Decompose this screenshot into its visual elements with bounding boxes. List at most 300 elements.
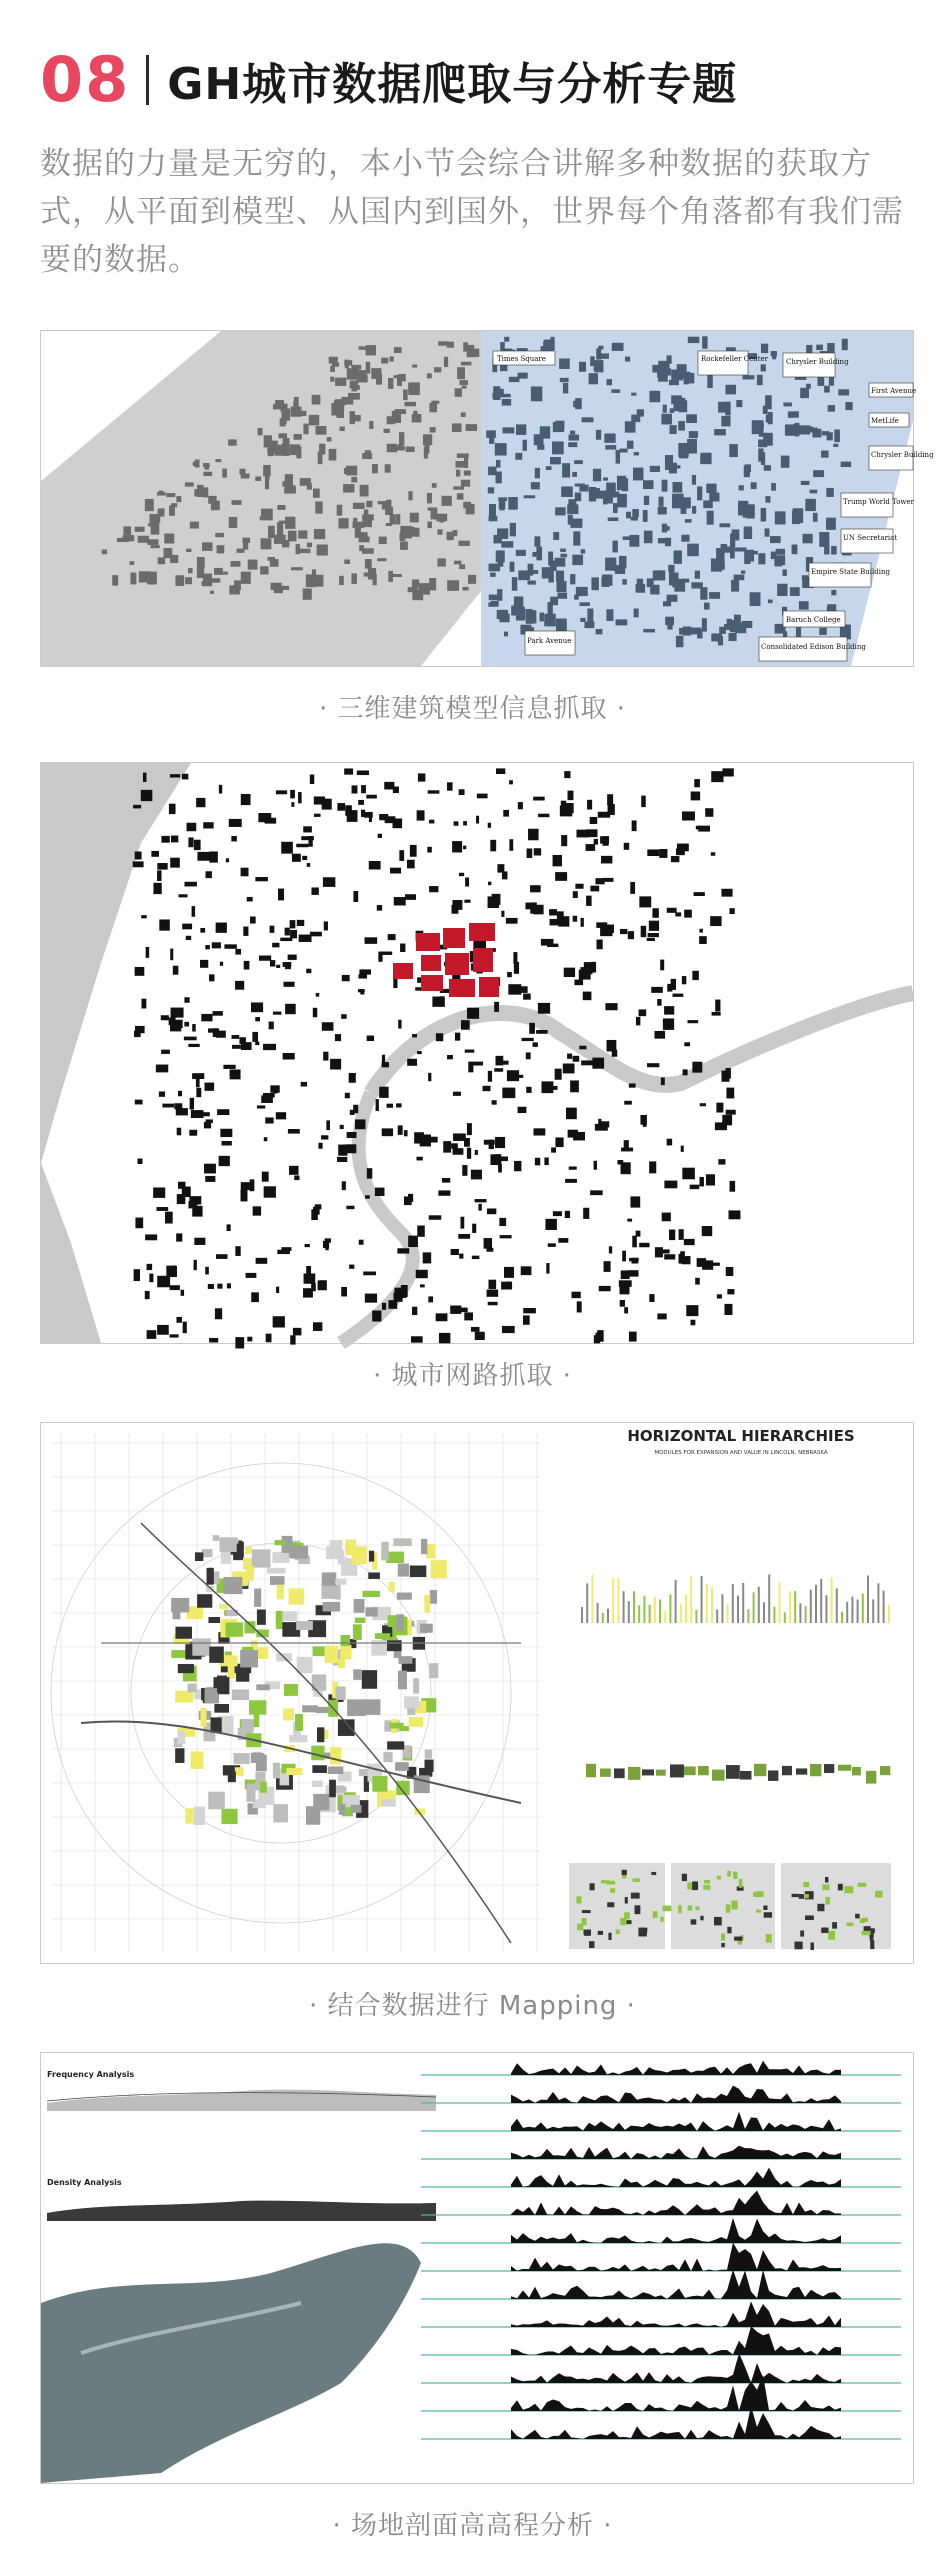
decorative-block bbox=[785, 424, 795, 435]
decorative-block bbox=[596, 922, 607, 928]
decorative-block bbox=[611, 389, 620, 393]
decorative-block bbox=[406, 447, 415, 453]
decorative-block bbox=[463, 821, 467, 825]
decorative-block bbox=[309, 415, 319, 426]
decorative-block bbox=[157, 1276, 170, 1287]
decorative-block bbox=[582, 1918, 587, 1925]
decorative-block bbox=[336, 1786, 347, 1792]
decorative-block bbox=[276, 1112, 286, 1119]
decorative-block bbox=[404, 402, 416, 407]
decorative-block bbox=[564, 771, 570, 778]
decorative-block bbox=[215, 459, 221, 462]
decorative-block bbox=[353, 1624, 362, 1640]
decorative-block bbox=[825, 1877, 828, 1882]
decorative-block bbox=[298, 792, 302, 803]
decorative-block bbox=[509, 839, 513, 851]
decorative-block bbox=[187, 1684, 196, 1693]
decorative-block bbox=[502, 399, 511, 406]
decorative-block bbox=[501, 541, 513, 547]
decorative-block bbox=[794, 1591, 796, 1623]
label-metlife: MetLife bbox=[871, 417, 899, 425]
decorative-block bbox=[279, 521, 289, 524]
decorative-block bbox=[633, 1878, 640, 1882]
decorative-block bbox=[541, 1081, 553, 1093]
decorative-block bbox=[442, 1178, 450, 1183]
decorative-block bbox=[594, 839, 598, 845]
decorative-block bbox=[441, 496, 451, 506]
decorative-block bbox=[177, 1128, 182, 1136]
decorative-block bbox=[363, 1271, 376, 1275]
decorative-block bbox=[751, 482, 757, 489]
decorative-block bbox=[499, 1061, 508, 1065]
decorative-block bbox=[596, 1333, 602, 1338]
decorative-block bbox=[553, 532, 559, 540]
decorative-block bbox=[429, 403, 437, 412]
decorative-block bbox=[647, 849, 659, 856]
intro-paragraph: 数据的力量是无穷的，本小节会综合讲解多种数据的获取方式，从平面到模型、从国内到国外，世界每个角落都有我们需要的数据。 bbox=[40, 146, 904, 278]
decorative-block bbox=[525, 609, 532, 618]
decorative-block bbox=[472, 1256, 480, 1259]
decorative-block bbox=[649, 1605, 651, 1623]
decorative-block bbox=[197, 852, 209, 861]
decorative-block bbox=[261, 538, 272, 549]
decorative-block bbox=[702, 1260, 713, 1269]
decorative-block bbox=[638, 1605, 640, 1623]
decorative-block bbox=[219, 1156, 230, 1166]
decorative-block bbox=[560, 549, 566, 552]
decorative-block bbox=[735, 622, 746, 633]
decorative-block bbox=[789, 1591, 791, 1623]
decorative-block bbox=[613, 503, 618, 513]
decorative-block bbox=[369, 861, 381, 869]
decorative-block bbox=[190, 522, 199, 529]
decorative-block bbox=[503, 427, 515, 433]
decorative-block bbox=[718, 1159, 725, 1164]
decorative-block bbox=[257, 1609, 266, 1624]
decorative-block bbox=[509, 780, 513, 784]
section-number: 08 bbox=[40, 43, 131, 116]
decorative-block bbox=[799, 1894, 804, 1899]
decorative-block bbox=[492, 1100, 497, 1104]
decorative-block bbox=[394, 347, 402, 353]
decorative-block bbox=[353, 522, 364, 528]
decorative-block bbox=[573, 916, 577, 922]
decorative-block bbox=[669, 1230, 675, 1241]
decorative-block bbox=[570, 431, 575, 435]
decorative-block bbox=[549, 909, 557, 915]
decorative-block bbox=[232, 1689, 249, 1700]
decorative-block bbox=[721, 889, 732, 897]
decorative-block bbox=[700, 1916, 703, 1920]
decorative-block bbox=[423, 1252, 431, 1263]
decorative-block bbox=[590, 356, 594, 366]
decorative-block bbox=[388, 378, 393, 389]
decorative-block bbox=[184, 997, 189, 1002]
decorative-block bbox=[455, 388, 462, 397]
decorative-block bbox=[231, 836, 236, 841]
decorative-block bbox=[593, 469, 601, 482]
decorative-block bbox=[188, 1044, 199, 1047]
decorative-block bbox=[680, 1604, 682, 1623]
decorative-block bbox=[688, 1905, 693, 1910]
decorative-block bbox=[689, 431, 698, 438]
decorative-block bbox=[296, 544, 300, 554]
decorative-block bbox=[579, 1046, 586, 1050]
decorative-block bbox=[209, 851, 217, 862]
decorative-block bbox=[711, 771, 723, 782]
decorative-block bbox=[832, 1922, 837, 1929]
decorative-block bbox=[232, 1035, 240, 1039]
decorative-block bbox=[628, 1767, 640, 1780]
decorative-block bbox=[488, 896, 499, 908]
decorative-block bbox=[514, 605, 520, 609]
decorative-block bbox=[717, 1876, 721, 1880]
decorative-block bbox=[506, 1282, 511, 1285]
decorative-block bbox=[102, 550, 107, 555]
decorative-block bbox=[603, 477, 608, 480]
decorative-block bbox=[607, 1902, 614, 1907]
decorative-block bbox=[387, 1741, 404, 1749]
decorative-block bbox=[685, 519, 692, 523]
decorative-block bbox=[156, 1065, 168, 1073]
decorative-block bbox=[488, 487, 494, 493]
decorative-block bbox=[758, 448, 763, 461]
decorative-block bbox=[826, 518, 836, 530]
decorative-block bbox=[574, 980, 583, 986]
decorative-block bbox=[550, 919, 559, 925]
decorative-block bbox=[845, 402, 852, 410]
decorative-block bbox=[535, 1158, 540, 1166]
decorative-block bbox=[632, 1236, 637, 1248]
decorative-block bbox=[597, 1603, 599, 1623]
decorative-block bbox=[405, 894, 416, 900]
decorative-block bbox=[721, 1943, 725, 1947]
decorative-block bbox=[235, 1246, 240, 1256]
decorative-block bbox=[488, 882, 491, 886]
decorative-block bbox=[575, 493, 581, 502]
decorative-block bbox=[311, 1283, 316, 1291]
decorative-block bbox=[262, 1172, 269, 1182]
decorative-block bbox=[338, 1659, 345, 1668]
decorative-block bbox=[657, 1313, 666, 1319]
decorative-block bbox=[510, 562, 515, 572]
decorative-block bbox=[209, 974, 214, 981]
decorative-block bbox=[626, 512, 631, 519]
decorative-block bbox=[197, 557, 205, 568]
decorative-block bbox=[622, 1251, 626, 1262]
decorative-block bbox=[726, 1088, 734, 1099]
decorative-block bbox=[729, 1210, 741, 1219]
decorative-block bbox=[413, 411, 417, 417]
decorative-block bbox=[703, 500, 713, 508]
decorative-block bbox=[280, 938, 292, 941]
decorative-block bbox=[232, 1045, 241, 1049]
decorative-block bbox=[523, 994, 531, 1000]
decorative-block bbox=[765, 528, 770, 536]
decorative-block bbox=[454, 561, 461, 565]
decorative-block bbox=[156, 1207, 168, 1211]
decorative-block bbox=[568, 442, 577, 447]
decorative-block bbox=[147, 572, 157, 585]
decorative-block bbox=[246, 1273, 257, 1278]
decorative-block bbox=[801, 481, 810, 485]
decorative-block bbox=[209, 1647, 224, 1663]
decorative-block bbox=[215, 533, 224, 537]
decorative-block bbox=[624, 1101, 632, 1105]
decorative-block bbox=[393, 1538, 411, 1546]
decorative-block bbox=[335, 1687, 345, 1700]
decorative-block bbox=[411, 1336, 423, 1342]
decorative-block bbox=[744, 466, 750, 477]
decorative-block bbox=[841, 1612, 843, 1623]
decorative-block bbox=[235, 1337, 244, 1348]
decorative-block bbox=[330, 1059, 341, 1070]
decorative-block bbox=[288, 955, 297, 960]
decorative-block bbox=[398, 1671, 407, 1690]
decorative-block bbox=[617, 1578, 619, 1623]
decorative-block bbox=[255, 877, 268, 881]
decorative-block bbox=[641, 796, 646, 808]
decorative-block bbox=[438, 341, 447, 345]
decorative-block bbox=[523, 1315, 530, 1324]
decorative-block bbox=[347, 1132, 357, 1138]
decorative-block bbox=[576, 830, 588, 838]
decorative-block bbox=[616, 1929, 620, 1934]
decorative-block bbox=[766, 415, 771, 423]
decorative-block bbox=[461, 362, 472, 366]
decorative-block bbox=[157, 863, 167, 870]
decorative-block bbox=[625, 421, 636, 432]
decorative-block bbox=[670, 425, 677, 434]
decorative-block bbox=[311, 887, 318, 894]
decorative-block bbox=[303, 424, 308, 435]
decorative-block bbox=[526, 1087, 531, 1093]
decorative-block bbox=[555, 507, 565, 515]
decorative-block bbox=[412, 579, 419, 587]
decorative-block bbox=[488, 602, 498, 606]
decorative-block bbox=[727, 619, 732, 630]
decorative-block bbox=[764, 465, 771, 471]
decorative-block bbox=[833, 444, 838, 447]
decorative-block bbox=[867, 1576, 869, 1623]
decorative-block bbox=[524, 495, 535, 498]
decorative-block bbox=[437, 558, 445, 566]
decorative-block bbox=[695, 571, 700, 579]
decorative-block bbox=[412, 1034, 417, 1037]
decorative-block bbox=[466, 424, 477, 431]
decorative-block bbox=[644, 531, 653, 544]
decorative-block bbox=[663, 1906, 672, 1912]
decorative-block bbox=[558, 1238, 568, 1243]
decorative-block bbox=[582, 1910, 591, 1913]
decorative-block bbox=[263, 1093, 275, 1098]
decorative-block bbox=[229, 819, 242, 827]
decorative-block bbox=[686, 1305, 698, 1316]
decorative-block bbox=[489, 504, 496, 517]
decorative-block bbox=[427, 373, 432, 378]
decorative-block bbox=[530, 902, 536, 913]
decorative-block bbox=[410, 513, 419, 523]
decorative-block bbox=[649, 1294, 654, 1302]
decorative-block bbox=[661, 414, 672, 425]
decorative-block bbox=[507, 1070, 519, 1081]
decorative-block bbox=[870, 1940, 874, 1949]
decorative-block bbox=[413, 1678, 419, 1693]
decorative-block bbox=[631, 415, 640, 422]
decorative-block bbox=[716, 1610, 718, 1623]
decorative-block bbox=[691, 582, 703, 588]
decorative-block bbox=[214, 1704, 229, 1713]
decorative-block bbox=[633, 468, 643, 481]
decorative-block bbox=[556, 571, 564, 582]
decorative-block bbox=[572, 555, 583, 565]
decorative-block bbox=[690, 1576, 692, 1623]
decorative-block bbox=[171, 1598, 189, 1612]
decorative-block bbox=[219, 785, 222, 794]
decorative-block bbox=[325, 1646, 338, 1664]
decorative-block bbox=[573, 531, 580, 545]
decorative-block bbox=[452, 423, 462, 432]
decorative-block bbox=[877, 1583, 879, 1623]
decorative-block bbox=[184, 1037, 197, 1041]
decorative-block bbox=[340, 1125, 344, 1129]
decorative-block bbox=[580, 618, 585, 622]
decorative-block bbox=[655, 1031, 666, 1039]
decorative-block bbox=[799, 601, 809, 609]
decorative-block bbox=[176, 1108, 188, 1115]
decorative-block bbox=[589, 373, 598, 384]
decorative-block bbox=[318, 1143, 322, 1149]
decorative-block bbox=[794, 1942, 802, 1950]
decorative-block bbox=[269, 1022, 274, 1030]
decorative-block bbox=[625, 357, 630, 362]
decorative-block bbox=[396, 1614, 403, 1631]
decorative-block bbox=[255, 1017, 260, 1021]
decorative-block bbox=[503, 810, 509, 817]
decorative-block bbox=[684, 910, 692, 918]
decorative-block bbox=[533, 1042, 538, 1046]
decorative-block bbox=[567, 1054, 572, 1059]
decorative-block bbox=[369, 1551, 374, 1562]
decorative-block bbox=[705, 808, 713, 817]
decorative-block bbox=[311, 1746, 324, 1761]
decorative-block bbox=[314, 814, 321, 817]
decorative-block bbox=[502, 1088, 515, 1099]
decorative-block bbox=[488, 1071, 492, 1082]
decorative-block bbox=[752, 420, 764, 434]
decorative-block bbox=[429, 820, 434, 824]
decorative-block bbox=[457, 493, 464, 499]
decorative-block bbox=[408, 491, 412, 500]
decorative-block bbox=[667, 595, 678, 602]
decorative-block bbox=[458, 1234, 470, 1239]
decorative-block bbox=[602, 575, 612, 586]
figure-3d-model bbox=[40, 330, 934, 667]
decorative-block bbox=[514, 596, 523, 606]
decorative-block bbox=[662, 1213, 671, 1222]
caption-figure-3: · 结合数据进行 Mapping · bbox=[309, 1991, 636, 2021]
decorative-block bbox=[398, 1656, 412, 1664]
decorative-block bbox=[253, 1206, 261, 1215]
decorative-block bbox=[135, 527, 145, 532]
decorative-block bbox=[477, 794, 488, 799]
decorative-block bbox=[312, 1765, 327, 1773]
decorative-block bbox=[601, 856, 612, 864]
decorative-block bbox=[659, 497, 664, 507]
decorative-block bbox=[353, 503, 365, 509]
decorative-block bbox=[208, 1284, 214, 1289]
decorative-block bbox=[591, 577, 598, 590]
decorative-block bbox=[290, 930, 297, 938]
decorative-block bbox=[312, 1781, 323, 1787]
decorative-block bbox=[300, 478, 311, 486]
decorative-block bbox=[758, 553, 765, 564]
decorative-block bbox=[372, 1311, 381, 1322]
decorative-block bbox=[526, 1052, 531, 1059]
decorative-block bbox=[251, 1753, 264, 1763]
decorative-block bbox=[241, 1190, 248, 1202]
decorative-block bbox=[496, 472, 502, 484]
decorative-block bbox=[718, 636, 723, 646]
decorative-block bbox=[192, 1073, 204, 1079]
decorative-block bbox=[134, 1031, 141, 1037]
decorative-block bbox=[290, 920, 296, 928]
decorative-block bbox=[472, 1224, 476, 1233]
decorative-block bbox=[501, 911, 504, 917]
decorative-block bbox=[302, 1705, 318, 1712]
decorative-block bbox=[660, 1917, 663, 1922]
decorative-block bbox=[792, 544, 798, 554]
decorative-block bbox=[727, 1605, 729, 1623]
decorative-block bbox=[742, 1583, 744, 1623]
decorative-block bbox=[130, 561, 135, 565]
decorative-block bbox=[192, 906, 196, 917]
decorative-block bbox=[145, 499, 154, 511]
decorative-block bbox=[184, 882, 196, 887]
decorative-block bbox=[681, 535, 689, 542]
decorative-block bbox=[196, 1078, 200, 1087]
decorative-block bbox=[825, 1897, 829, 1905]
decorative-block bbox=[212, 942, 221, 948]
decorative-block bbox=[185, 577, 192, 584]
decorative-block bbox=[263, 1044, 276, 1050]
decorative-block bbox=[273, 1316, 285, 1327]
decorative-block bbox=[200, 928, 205, 933]
decorative-block bbox=[601, 1880, 609, 1883]
decorative-block bbox=[403, 389, 408, 400]
decorative-block bbox=[498, 1164, 502, 1173]
decorative-block bbox=[378, 834, 382, 838]
decorative-block bbox=[310, 932, 322, 937]
decorative-block bbox=[286, 1768, 302, 1775]
decorative-block bbox=[212, 578, 221, 582]
decorative-block bbox=[340, 1635, 350, 1646]
decorative-block bbox=[335, 399, 345, 405]
decorative-block bbox=[469, 349, 479, 357]
decorative-block bbox=[344, 559, 350, 563]
decorative-block bbox=[291, 567, 303, 570]
decorative-block bbox=[695, 1610, 697, 1623]
decorative-block bbox=[547, 944, 558, 947]
decorative-block bbox=[805, 1606, 807, 1623]
decorative-block bbox=[317, 1727, 324, 1742]
decorative-block bbox=[178, 1664, 194, 1673]
decorative-block bbox=[192, 1638, 210, 1655]
decorative-block bbox=[590, 1190, 603, 1195]
decorative-block bbox=[570, 1080, 579, 1092]
decorative-block bbox=[275, 1540, 285, 1545]
decorative-block bbox=[684, 1766, 696, 1775]
